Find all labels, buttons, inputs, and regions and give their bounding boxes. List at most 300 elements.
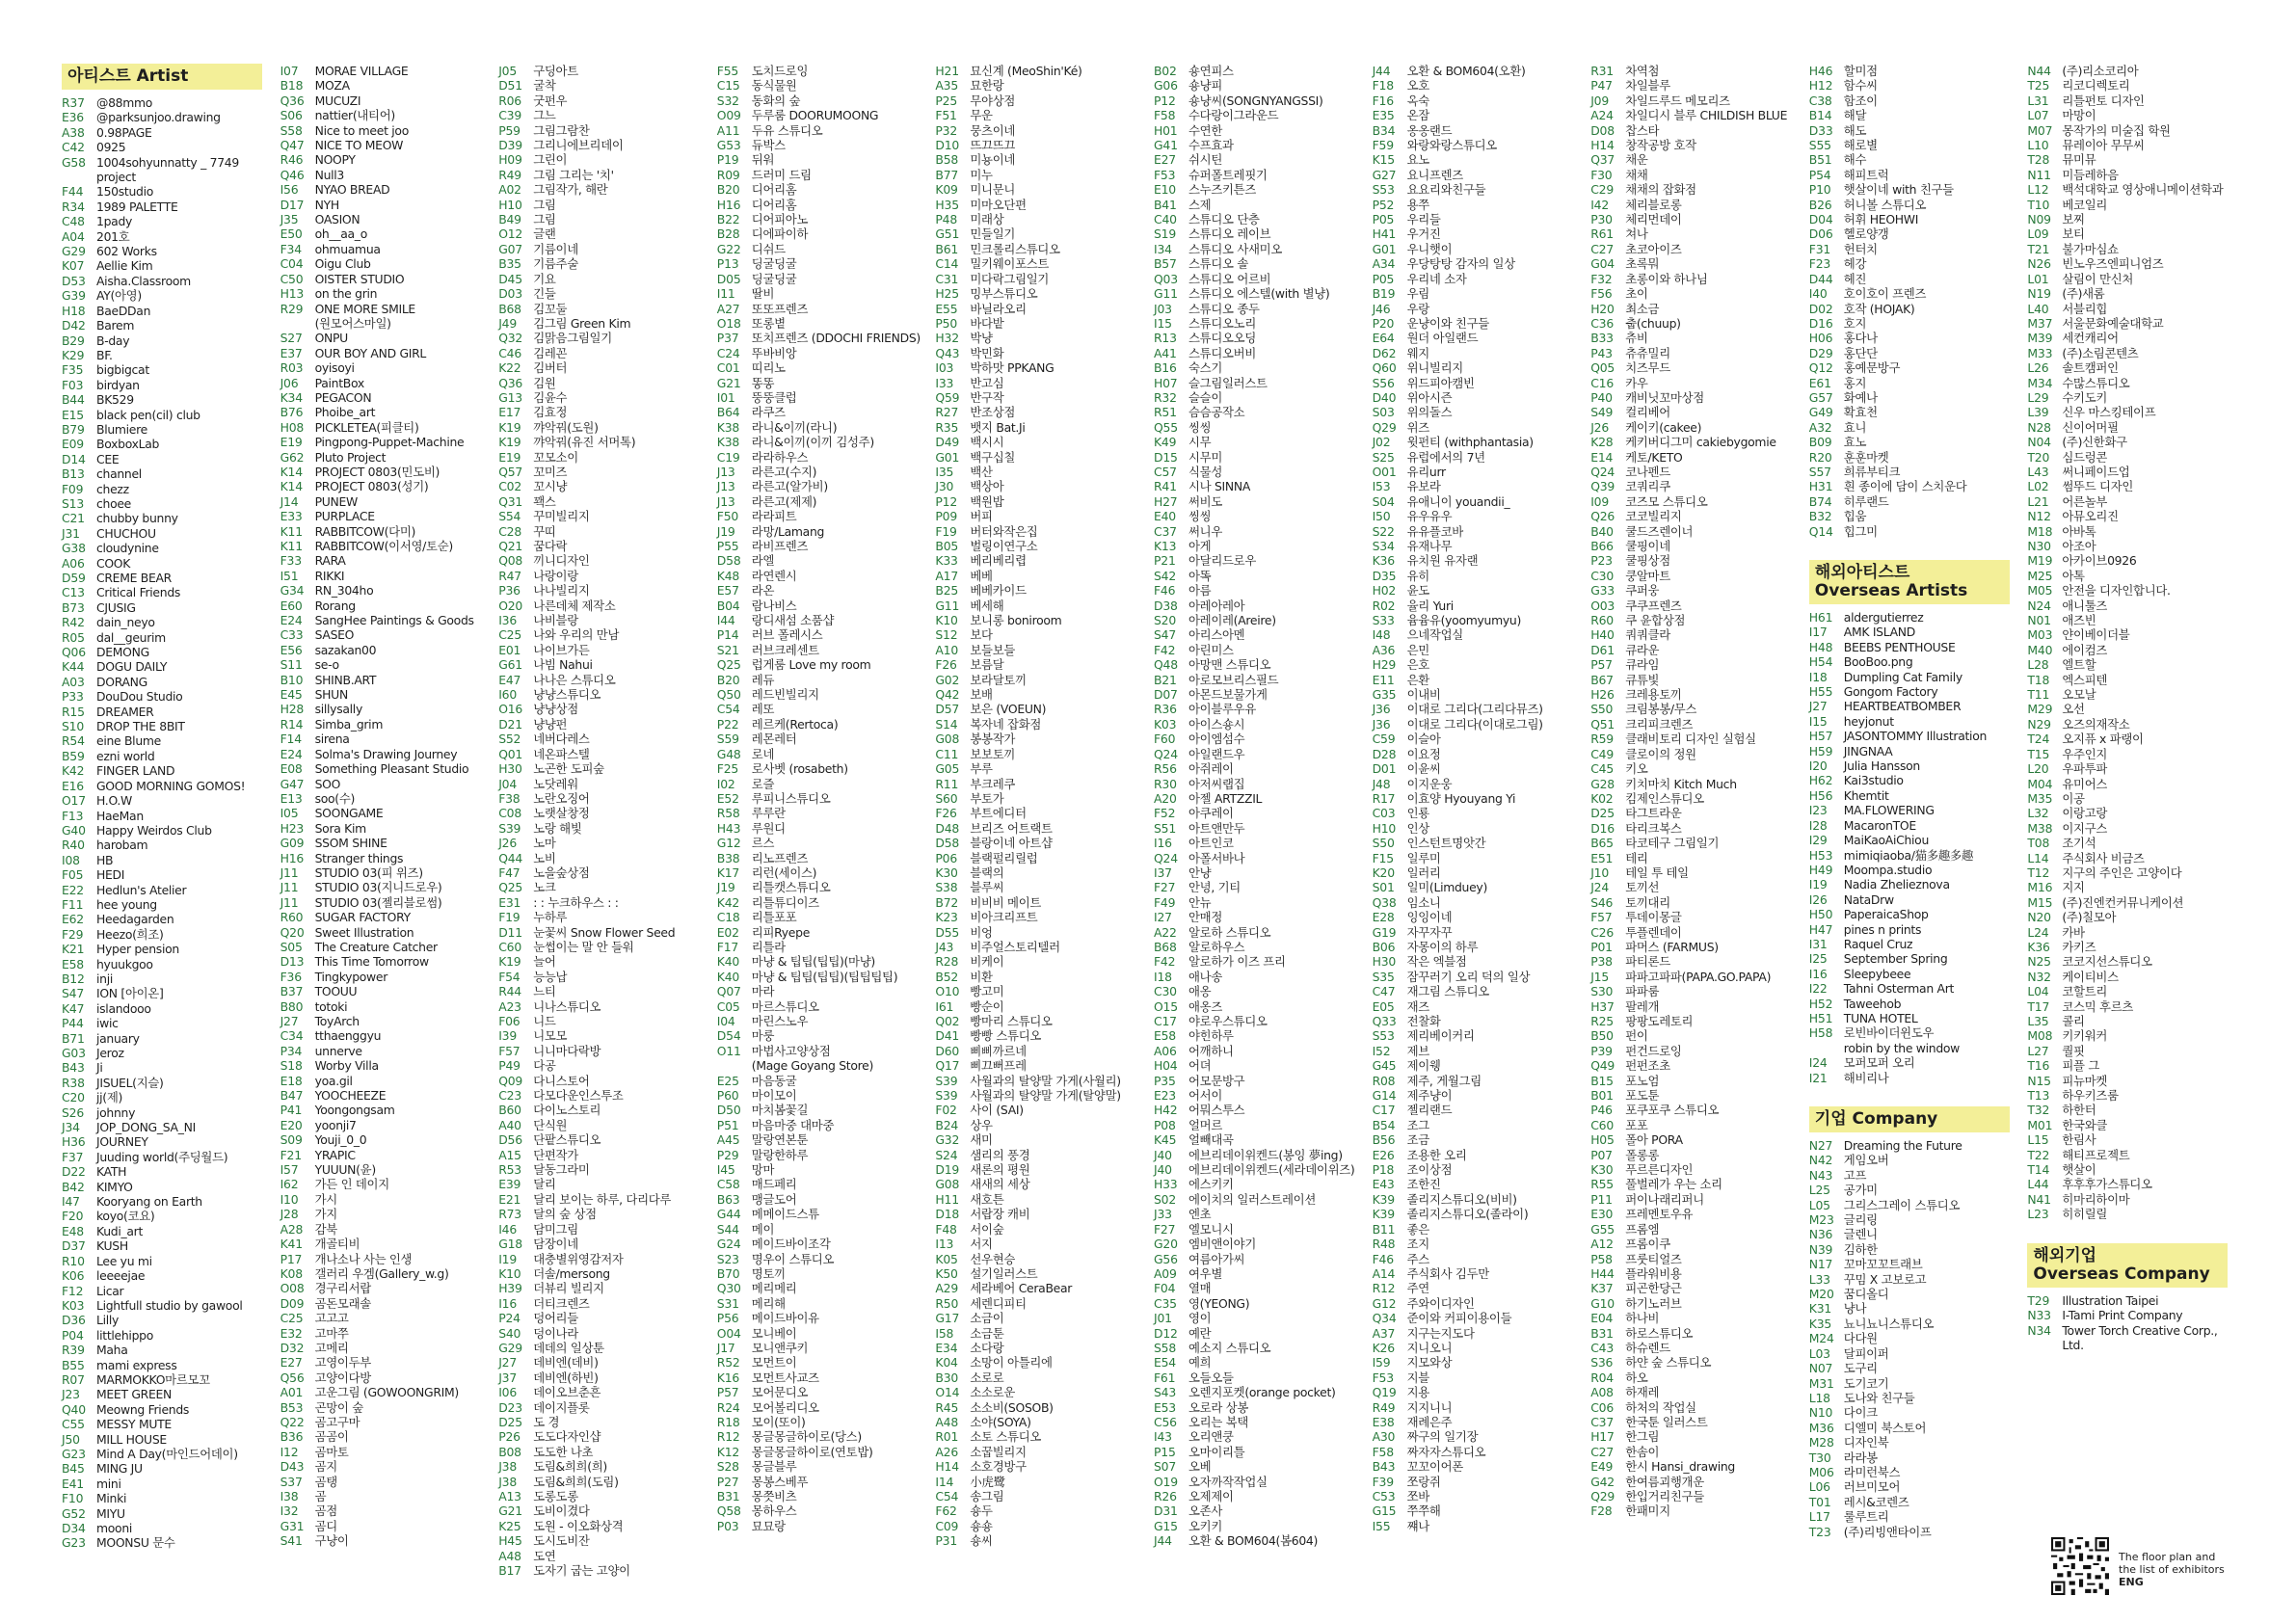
booth-code: J15 [1590,969,1610,984]
exhibitor-entry [280,242,494,256]
exhibitor-entry [1373,954,1587,969]
booth-code: Q59 [935,389,960,405]
exhibitor-name: 지구는지도다 [1406,1325,1475,1341]
exhibitor-name: DREAMER [96,704,154,719]
booth-code: G03 [62,1046,86,1060]
booth-code: M01 [2027,1117,2053,1132]
exhibitor-name: 람나비스 [751,598,797,613]
exhibitor-name: 메이드바이유 [751,1311,819,1326]
exhibitor-name: 지지니니 [1406,1399,1453,1415]
exhibitor-entry [1590,687,1804,702]
exhibitor-entry [62,1521,276,1535]
exhibitor-entry [1590,108,1804,122]
exhibitor-name: : : 누크하우스 : : [533,894,619,910]
booth-code: E23 [1154,1088,1176,1104]
exhibitor-entry [280,1162,494,1177]
booth-code: S51 [1154,820,1177,836]
exhibitor-entry [1590,376,1804,390]
exhibitor-name: 온잠 [1406,108,1429,123]
exhibitor-entry [935,1385,1149,1399]
booth-code: D23 [498,1399,522,1415]
exhibitor-entry [2027,420,2241,435]
booth-code: S55 [1808,138,1831,153]
exhibitor-entry [717,569,931,583]
booth-code: F57 [1590,910,1613,925]
exhibitor-entry [1154,1400,1368,1415]
exhibitor-name: 도림&희희(희) [533,1459,607,1475]
exhibitor-name: Aellie Kim [96,258,153,274]
exhibitor-entry [280,494,494,509]
booth-code: B32 [1808,509,1832,524]
booth-code: Q25 [716,657,741,673]
exhibitor-name: 초록뭐 [1625,256,1660,272]
booth-code: B71 [62,1030,85,1046]
exhibitor-entry [280,1400,494,1415]
exhibitor-entry [1809,788,2023,803]
booth-code: I23 [1808,803,1828,818]
exhibitor-name: 라른고(제제) [751,493,817,509]
exhibitor-name: 스튜디오 솔 [1188,256,1248,272]
exhibitor-entry [717,1192,931,1207]
exhibitor-entry [2027,494,2241,509]
exhibitor-entry [1154,791,1368,806]
exhibitor-name: 김윤수 [533,389,568,405]
exhibitor-entry [1809,1317,2023,1331]
booth-code: G31 [280,1518,305,1533]
booth-code: Q22 [280,1414,305,1429]
booth-code: J36 [1372,716,1391,732]
booth-code: H09 [498,152,522,168]
exhibitor-entry [280,851,494,865]
booth-code: R39 [62,1343,85,1358]
exhibitor-name: 이요정 [1406,746,1441,761]
exhibitor-entry [935,138,1149,152]
exhibitor-name: 보라달토끼 [970,672,1027,687]
exhibitor-name: 몽쯧비츠 [751,1489,797,1503]
exhibitor-name: 고고고 [314,1311,349,1326]
exhibitor-name: 미누 [970,167,993,182]
exhibitor-name: TOOUU [314,984,358,999]
booth-code: D22 [62,1164,86,1180]
exhibitor-name: 안녕, 기티 [1188,880,1241,895]
exhibitor-entry [1590,286,1804,301]
booth-code: K10 [498,1265,521,1281]
exhibitor-name: 니니마다락방 [533,1043,601,1058]
exhibitor-name: 윰윰유(yoomyumyu) [1406,613,1521,628]
exhibitor-name: 초코아이즈 [1625,241,1682,256]
exhibitor-entry [1809,1011,2023,1025]
exhibitor-name: 유보라 [1406,479,1441,494]
exhibitor-name: 펀펀조초 [1625,1058,1670,1074]
exhibitor-name: 위니빌리지 [1406,360,1463,376]
exhibitor-entry [280,1088,494,1103]
exhibitor-entry [1373,1429,1587,1444]
exhibitor-entry [1590,465,1804,479]
booth-code: B02 [1154,64,1177,78]
exhibitor-entry [62,585,276,599]
booth-code: O10 [935,984,960,999]
exhibitor-entry [62,971,276,986]
exhibitor-name: 리노프렌즈 [751,850,809,865]
exhibitor-name: 라쿠즈 [751,405,786,420]
exhibitor-entry [1373,1237,1587,1251]
exhibitor-name: GOOD MORNING GOMOS! [96,778,246,793]
exhibitor-name: 허휘 HEOHWI [1843,212,1919,227]
exhibitor-entry [935,78,1149,93]
booth-code: C25 [280,1311,304,1326]
exhibitor-name: 코즈모 스튜디오 [1625,493,1708,509]
booth-code: H36 [62,1134,86,1150]
exhibitor-name: 푸르른디자인 [1625,1162,1694,1178]
exhibitor-entry [1809,997,2023,1011]
booth-code: E32 [280,1325,303,1341]
booth-code: R12 [716,1429,740,1445]
booth-code: A34 [1372,256,1396,272]
exhibitor-entry [1373,1341,1587,1355]
booth-code: R10 [62,1253,85,1268]
booth-code: N09 [2027,212,2051,227]
exhibitor-entry [1373,732,1587,746]
exhibitor-entry [935,524,1149,539]
exhibitor-entry [935,851,1149,865]
exhibitor-name: 상우 [970,1117,993,1132]
booth-code: I20 [1808,758,1828,774]
exhibitor-entry [1590,732,1804,746]
exhibitor-name: 쿵알마트 [1625,568,1670,583]
exhibitor-name: Taweehob [1843,996,1902,1011]
exhibitor-name: 위드피아캠빈 [1406,375,1475,390]
exhibitor-name: SHINB.ART [314,672,377,687]
exhibitor-name: 아몬드보물가게 [1188,687,1268,703]
booth-code: I57 [280,1162,299,1178]
exhibitor-column [62,64,276,1551]
exhibitor-name: 덩이나라 [533,1325,578,1341]
booth-code: H01 [1154,122,1178,138]
exhibitor-entry [62,392,276,407]
exhibitor-entry [1590,865,1804,880]
exhibitor-name: 그리스그레이 스튜디오 [1843,1197,1961,1212]
exhibitor-entry [1154,152,1368,167]
exhibitor-name: 기름주술 [533,256,578,272]
exhibitor-name: 아톡 [2062,568,2085,583]
exhibitor-entry [498,1341,712,1355]
booth-code: S58 [1154,1340,1177,1355]
exhibitor-entry [1154,925,1368,940]
exhibitor-entry [1590,1237,1804,1251]
booth-code: J40 [1154,1162,1172,1178]
exhibitor-entry [935,1014,1149,1028]
booth-code: R51 [1154,405,1177,420]
exhibitor-column [1373,64,1587,1533]
exhibitor-name: 차일드루드 메모리즈 [1625,93,1730,108]
exhibitor-name: PEGACON [314,389,372,405]
exhibitor-entry [1809,1227,2023,1241]
exhibitor-name: 묘묘랑 [751,1518,786,1533]
exhibitor-entry [717,1237,931,1251]
exhibitor-name: 효니 [1843,419,1867,435]
booth-code: K04 [935,1355,958,1370]
booth-code: A15 [498,1147,521,1162]
exhibitor-entry [2027,673,2241,687]
booth-code: L35 [2027,1014,2049,1028]
booth-code: H10 [498,197,522,212]
exhibitor-name: 수연한 [1188,122,1223,138]
booth-code: F19 [498,910,521,925]
exhibitor-entry [1373,1132,1587,1147]
exhibitor-entry [1590,494,1804,509]
exhibitor-name: I-Tami Print Company [2062,1308,2183,1323]
exhibitor-entry [1154,1252,1368,1266]
booth-code: R49 [1372,1399,1396,1415]
exhibitor-entry [1809,1183,2023,1197]
booth-code: S30 [1590,984,1614,999]
exhibitor-entry [717,1475,931,1489]
exhibitor-entry [935,940,1149,954]
exhibitor-name: 노비 [533,850,556,865]
exhibitor-name: 캐비닛꼬마상점 [1625,389,1704,405]
exhibitor-name: 또또프렌즈 [751,301,809,316]
exhibitor-entry [1373,1222,1587,1237]
exhibitor-entry [935,1370,1149,1385]
exhibitor-name: 유애니이 youandii_ [1406,493,1510,509]
booth-code: L31 [2027,93,2049,108]
exhibitor-entry [1154,524,1368,539]
exhibitor-entry [1154,1355,1368,1370]
exhibitor-name: 화예나 [1843,389,1878,405]
exhibitor-name: 단팥스튜디오 [533,1132,601,1148]
exhibitor-entry [2027,1074,2241,1088]
exhibitor-name: 작은 엑블점 [1406,954,1467,970]
exhibitor-name: 스튜디오 단층 [1188,212,1260,227]
exhibitor-name: 니나스튜디오 [533,998,601,1014]
booth-code: K22 [498,360,521,376]
exhibitor-name: YUUUN(윤) [314,1162,376,1178]
booth-code: K26 [1372,1340,1395,1355]
booth-code: P12 [935,493,958,509]
booth-code [2027,1338,2062,1352]
exhibitor-entry [1590,702,1804,716]
exhibitor-entry [62,1090,276,1104]
exhibitor-name: 스튜디오 종두 [1188,301,1260,316]
exhibitor-name: 스튜디오 에스텔(with 별냥) [1188,286,1330,302]
exhibitor-name: 비케이 [970,954,1004,970]
booth-code: J49 [498,315,518,331]
booth-code: B51 [1808,152,1832,168]
exhibitor-name: Maha [96,1343,128,1358]
exhibitor-name: 나랑이랑 [533,568,578,583]
exhibitor-name: 김하한 [1843,1241,1878,1257]
exhibitor-name: 창작공방 호작 [1625,138,1696,153]
exhibitor-entry [62,1046,276,1060]
exhibitor-entry [1809,524,2023,539]
booth-code: B49 [498,212,521,227]
booth-code: S22 [1372,523,1395,539]
exhibitor-name: 블랙의 [970,865,1004,880]
exhibitor-name: 1004sohyunnatty _ 7749 [96,154,239,170]
exhibitor-entry [498,420,712,435]
booth-code: G08 [935,732,960,747]
exhibitor-entry [498,465,712,479]
booth-code: S39 [935,1088,958,1104]
exhibitor-name: 투플렌데이 [1625,924,1682,940]
exhibitor-entry [717,1103,931,1117]
exhibitor-name: 포도툰 [1625,1088,1660,1104]
booth-code: M18 [2027,523,2053,539]
booth-code: S10 [62,719,85,734]
exhibitor-name: 도림&희희(도림) [533,1474,619,1489]
booth-code: J38 [498,1474,518,1489]
exhibitor-entry [1154,747,1368,761]
exhibitor-name: 폴아 PORA [1625,1132,1683,1148]
exhibitor-entry [1590,64,1804,78]
exhibitor-name: 애옹 [1188,984,1212,999]
exhibitor-entry [717,1088,931,1103]
exhibitor-entry [62,408,276,422]
exhibitor-name: 사월과의 탈양말 가게(탈양말) [970,1088,1121,1104]
section-header-line: 해외아티스트 [1814,563,1910,582]
exhibitor-name: 얀이베이더블 [2062,627,2130,643]
exhibitor-name: 키오 [1625,761,1648,777]
exhibitor-entry [1809,848,2023,863]
exhibitor-name: 오호 [1406,78,1429,93]
exhibitor-name: 김버터 [533,360,568,376]
booth-code: C04 [280,256,304,272]
booth-code: E38 [1372,1414,1395,1429]
exhibitor-name: 디쉬드 [751,241,786,256]
exhibitor-entry [1373,895,1587,910]
exhibitor-entry [2027,747,2241,761]
exhibitor-name: 슈퍼폴트레핏기 [1188,167,1268,182]
exhibitor-name: CEE [96,451,120,466]
booth-code: P60 [716,1088,739,1104]
booth-code: E47 [498,672,521,687]
exhibitor-entry [717,360,931,375]
exhibitor-name: 바다밭 [970,315,1004,331]
exhibitor-name: 수다랑이그라운드 [1188,108,1279,123]
exhibitor-entry [1154,1237,1368,1251]
exhibitor-name: 꿈다락 [533,539,568,553]
exhibitor-name: heyjonut [1843,713,1894,729]
booth-code: G27 [1372,167,1397,182]
booth-code: K37 [1590,1281,1614,1296]
booth-code: H28 [280,702,305,717]
booth-code: B04 [716,598,740,613]
booth-code: D25 [1590,806,1615,821]
booth-code: I16 [1808,966,1828,981]
booth-code: E37 [280,345,303,360]
exhibitor-name: 이대로 그리다(이대로그림) [1406,716,1543,732]
booth-code: K14 [280,464,303,479]
exhibitor-name: 요요리와친구들 [1406,182,1486,198]
exhibitor-name: (주)진엔컨커뮤니케이션 [2062,894,2184,910]
exhibitor-entry [498,212,712,226]
booth-code: B37 [280,984,304,999]
booth-code: I15 [1154,315,1172,331]
exhibitor-name: 오베 [1188,1459,1212,1475]
exhibitor-entry [62,229,276,244]
booth-code: H53 [1808,847,1833,863]
booth-code: I36 [498,613,518,628]
exhibitor-entry [1373,1266,1587,1281]
exhibitor-entry [498,78,712,93]
booth-code: S49 [1590,405,1614,420]
exhibitor-entry [717,673,931,687]
exhibitor-name: yoonji7 [314,1117,357,1132]
booth-code: A37 [1372,1325,1396,1341]
exhibitor-name: 애니툴즈 [2062,598,2108,613]
exhibitor-name: 요노 [1406,152,1429,168]
exhibitor-entry [935,761,1149,776]
exhibitor-entry [1809,93,2023,108]
exhibitor-name: 초롱이와 하나님 [1625,271,1708,286]
exhibitor-entry [1590,331,1804,345]
exhibitor-name: Barem [96,318,135,333]
booth-code: E10 [1154,182,1176,198]
booth-code: K36 [1372,553,1395,569]
booth-code: H55 [1808,684,1833,700]
exhibitor-name: leeeejae [96,1268,146,1284]
booth-code: C31 [935,271,959,286]
exhibitor-name: 반구작 [970,389,1004,405]
exhibitor-name: AY(아영) [96,288,142,304]
exhibitor-entry [1590,1177,1804,1191]
booth-code: B19 [1372,286,1396,302]
exhibitor-entry [1373,1370,1587,1385]
exhibitor-name: 소야(SOYA) [970,1414,1031,1429]
booth-code: E33 [280,509,303,524]
exhibitor-entry [717,1445,931,1459]
exhibitor-entry [62,809,276,823]
exhibitor-entry [1590,553,1804,568]
exhibitor-entry [717,970,931,984]
booth-code: M36 [1808,1420,1834,1435]
booth-code: R27 [935,405,959,420]
booth-code: F39 [1372,1474,1394,1489]
booth-code: F05 [62,867,84,883]
booth-code: O08 [280,1281,305,1296]
exhibitor-name: 그림 그리는 '치' [533,167,614,182]
exhibitor-name: 그림그람찬 [533,122,590,138]
exhibitor-name: MacaronTOE [1843,817,1916,833]
booth-code: P21 [1154,553,1176,569]
exhibitor-name: 로빈바이더윈도우 [1843,1025,1935,1041]
exhibitor-entry [717,212,931,226]
exhibitor-name: oyisoyi [314,360,355,376]
booth-code: E17 [498,405,521,420]
booth-code: B25 [935,583,959,599]
exhibitor-name: 마치봄꽃길 [751,1103,809,1118]
booth-code: F33 [280,553,302,569]
exhibitor-entry [1373,1296,1587,1311]
exhibitor-entry [498,1445,712,1459]
exhibitor-name: 리코디렉토리 [2062,78,2130,93]
exhibitor-name: 명토끼 [751,1265,786,1281]
exhibitor-name: 기름이네 [533,241,578,256]
booth-code: I05 [280,806,299,821]
booth-code: K13 [1154,539,1177,553]
exhibitor-entry [717,865,931,880]
exhibitor-name: H.O.W [96,793,132,809]
exhibitor-name: 곰탱 [314,1474,337,1489]
booth-code: S20 [1154,613,1177,628]
exhibitor-entry [935,1162,1149,1177]
exhibitor-entry [498,405,712,419]
exhibitor-entry [1809,1509,2023,1524]
exhibitor-name: 인스턴트명앗간 [1406,836,1486,851]
booth-code: H52 [1808,996,1833,1011]
exhibitor-entry [1809,152,2023,167]
exhibitor-entry [717,984,931,998]
